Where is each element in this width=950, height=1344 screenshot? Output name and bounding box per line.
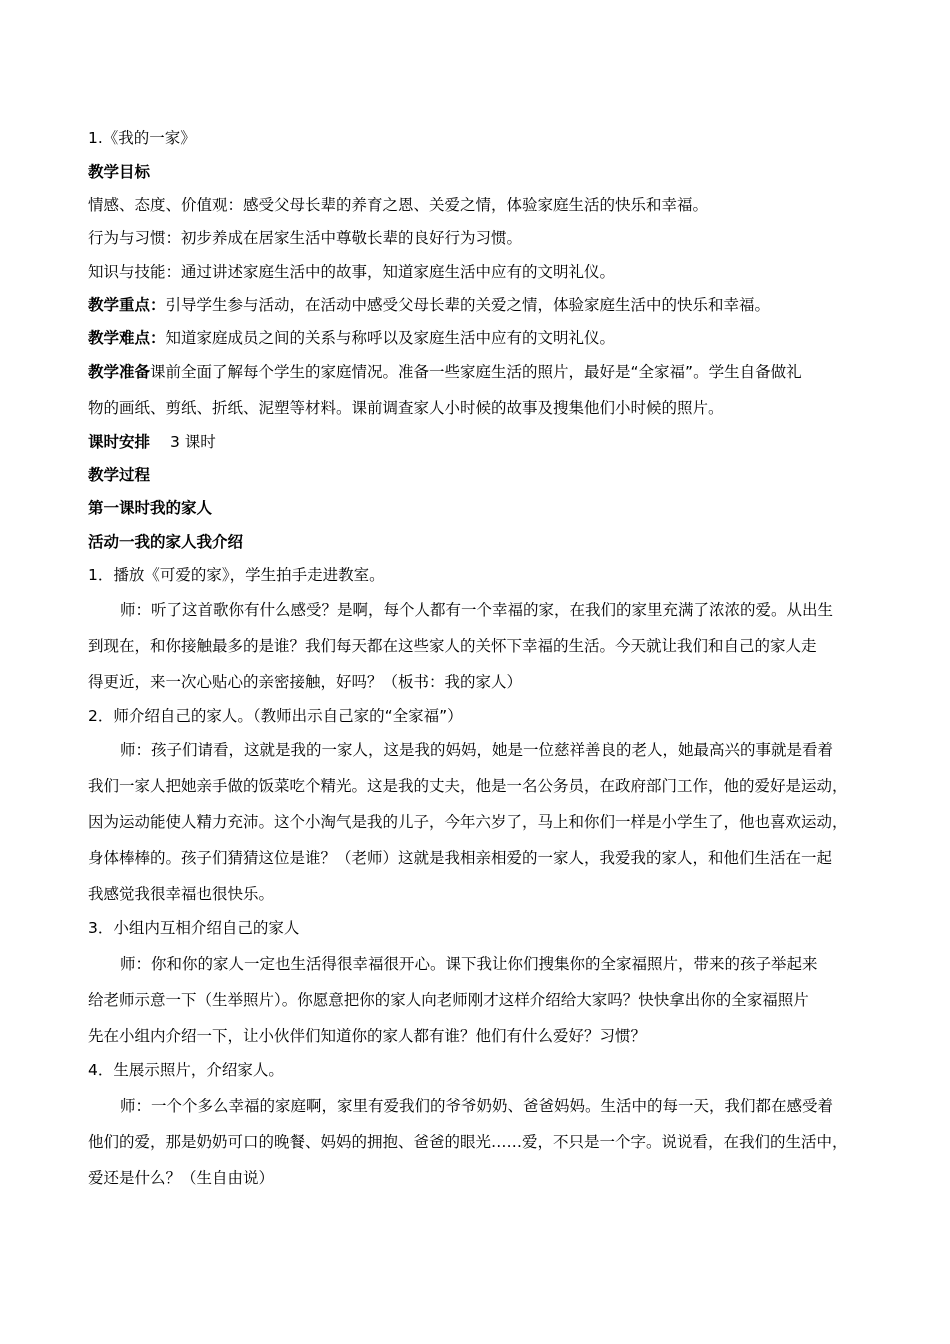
schedule-value: 3 课时 [170, 433, 216, 451]
step-paragraph-line: 先在小组内介绍一下，让小伙伴们知道你的家人都有谁？他们有什么爱好？习惯？ [88, 1027, 647, 1045]
key-point-label: 教学重点： [88, 296, 166, 314]
process-heading: 教学过程 [88, 466, 151, 484]
difficulty-text: 知道家庭成员之间的关系与称呼以及家庭生活中应有的文明礼仪。 [165, 329, 616, 347]
step-paragraph-line: 师：你和你的家人一定也生活得很幸福很开心。课下我让你们搜集你的全家福照片，带来的孩子举起来 [120, 955, 818, 973]
step-paragraph-line: 身体棒棒的。孩子们猜猜这位是谁？（老师）这就是我相亲相爱的一家人，我爱我的家人，和他们生活在一起 [88, 849, 833, 867]
schedule-label: 课时安排 [88, 433, 151, 451]
difficulty-label: 教学难点： [88, 329, 166, 347]
step-paragraph-line: 我们一家人把她亲手做的饭菜吃个精光。这是我的丈夫，他是一名公务员，在政府部门工作，他的爱好是运动， [88, 777, 848, 795]
step-paragraph-line: 师：孩子们请看，这就是我的一家人，这是我的妈妈，她是一位慈祥善良的老人，她最高兴的事就是看着 [120, 741, 834, 759]
step-title: 2．师介绍自己的家人。（教师出示自己家的“全家福”） [88, 707, 463, 725]
step-paragraph-line: 师：一个个多么幸福的家庭啊，家里有爱我们的爷爷奶奶、爸爸妈妈。生活中的每一天，我们都在感受着 [120, 1097, 834, 1115]
objectives-heading: 教学目标 [88, 163, 151, 181]
difficulty-line [88, 328, 878, 348]
objective-emotion: 情感、态度、价值观：感受父母长辈的养育之恩、关爱之情，体验家庭生活的快乐和幸福。 [88, 196, 709, 214]
activity1-heading: 活动一我的家人我介绍 [88, 533, 244, 551]
preparation-line-1 [88, 362, 878, 382]
key-point-line [88, 295, 878, 315]
step-paragraph-line: 师：听了这首歌你有什么感受？是啊，每个人都有一个幸福的家，在我们的家里充满了浓浓的爱。从出生 [120, 601, 834, 619]
objective-behavior: 行为与习惯：初步养成在居家生活中尊敬长辈的良好行为习惯。 [88, 229, 523, 247]
preparation-label: 教学准备 [88, 363, 151, 381]
preparation-line-2: 物的画纸、剪纸、折纸、泥塑等材料。课前调查家人小时候的故事及搜集他们小时候的照片。 [88, 399, 724, 417]
step-paragraph-line: 到现在，和你接触最多的是谁？我们每天都在这些家人的关怀下幸福的生活。今天就让我们和自己的家人走 [88, 637, 817, 655]
step-title: 1．播放《可爱的家》，学生拍手走进教室。 [88, 566, 385, 584]
preparation-text-1: 课前全面了解每个学生的家庭情况。准备一些家庭生活的照片，最好是“全家福”。学生自备做礼 [150, 363, 802, 381]
objective-knowledge: 知识与技能：通过讲述家庭生活中的故事，知道家庭生活中应有的文明礼仪。 [88, 263, 616, 281]
step-paragraph-line: 我感觉我很幸福也很快乐。 [88, 885, 275, 903]
step-title: 3．小组内互相介绍自己的家人 [88, 919, 300, 937]
step-title: 4．生展示照片，介绍家人。 [88, 1061, 284, 1079]
step-paragraph-line: 给老师示意一下（生举照片）。你愿意把你的家人向老师刚才这样介绍给大家吗？快快拿出你的全家福照片 [88, 991, 809, 1009]
step-paragraph-line: 得更近，来一次心贴心的亲密接触，好吗？（板书：我的家人） [88, 673, 523, 691]
lesson1-heading: 第一课时我的家人 [88, 499, 213, 517]
step-paragraph-line: 他们的爱，那是奶奶可口的晚餐、妈妈的拥抱、爸爸的眼光……爱，不只是一个字。说说看，在我们的生活中， [88, 1133, 848, 1151]
step-paragraph-line: 爱还是什么？（生自由说） [88, 1169, 275, 1187]
step-paragraph-line: 因为运动能使人精力充沛。这个小淘气是我的儿子，今年六岁了，马上和你们一样是小学生了，他也喜欢运动， [88, 813, 848, 831]
lesson-title: 1.《我的一家》 [88, 129, 196, 147]
schedule-line [88, 432, 878, 452]
key-point-text: 引导学生参与活动，在活动中感受父母长辈的关爱之情，体验家庭生活中的快乐和幸福。 [165, 296, 771, 314]
